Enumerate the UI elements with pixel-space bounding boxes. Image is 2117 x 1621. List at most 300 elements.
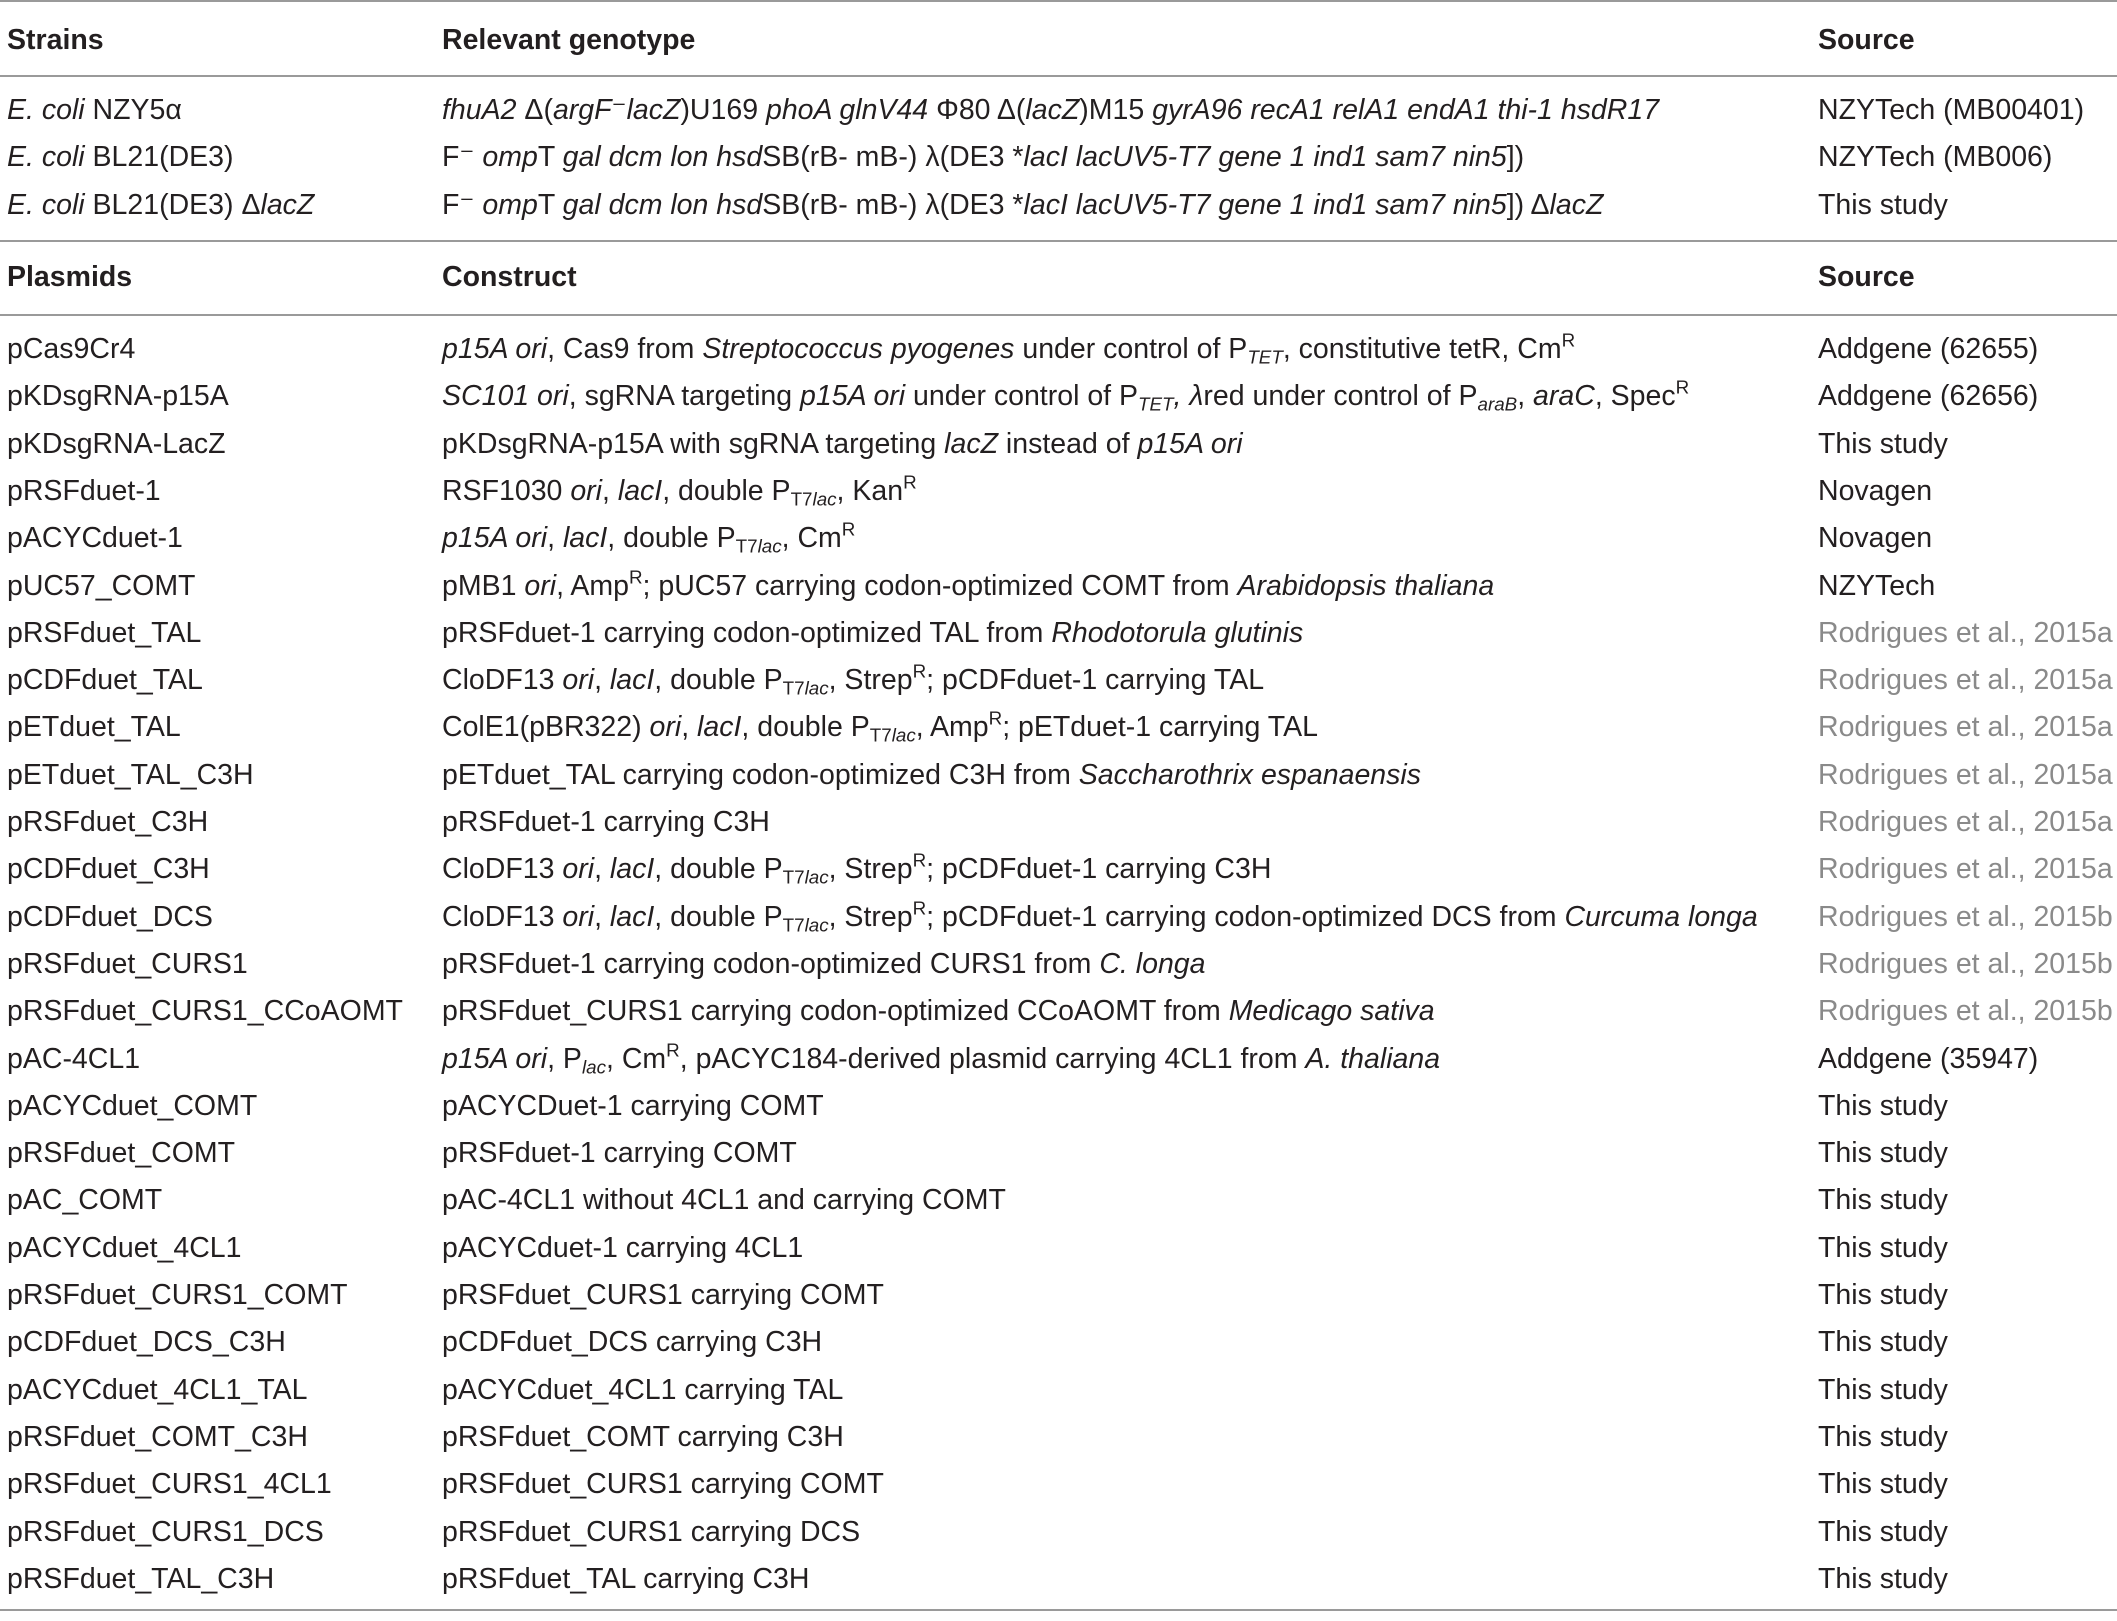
text-run: pRSFduet_COMT_C3H <box>7 1420 308 1453</box>
text-run: under control of P <box>905 380 1139 413</box>
construct-cell <box>442 515 855 562</box>
text-run: pRSFduet_CURS1 <box>7 947 248 980</box>
text-run: lac <box>804 913 829 935</box>
text-run: p15A ori <box>1137 427 1243 460</box>
text-run: TET <box>1138 393 1174 415</box>
text-run: R <box>988 707 1003 729</box>
text-run: TET <box>1247 346 1283 368</box>
construct-cell <box>442 1414 844 1461</box>
text-run: , double P <box>607 522 736 555</box>
text-run: , Kan <box>836 474 904 507</box>
table-row <box>0 1367 2117 1414</box>
text-run: lac <box>757 535 782 557</box>
strains-header-rule <box>0 75 2117 77</box>
text-run: R <box>666 1038 680 1060</box>
table-row <box>0 1509 2117 1556</box>
plasmid-name <box>7 515 183 562</box>
text-run: pRSFduet-1 <box>7 474 161 507</box>
text-run: pKDsgRNA-LacZ <box>7 427 226 460</box>
source-reference-link[interactable]: Rodrigues et al., 2015a <box>1818 664 2113 697</box>
table-row <box>0 799 2117 846</box>
plasmid-name <box>7 1556 274 1603</box>
text-run: Φ80 Δ( <box>928 94 1026 126</box>
plasmid-name <box>7 846 210 893</box>
text-run: p15A ori <box>442 1042 548 1075</box>
text-run: gal dcm lon hsd <box>562 141 763 174</box>
source-cell: This study <box>1818 1089 1948 1122</box>
source-cell: This study <box>1818 1137 1948 1170</box>
text-run: lacI <box>609 900 655 933</box>
plasmid-name <box>7 421 226 468</box>
text-run: ]) Δ <box>1506 188 1550 221</box>
header-construct: Construct <box>442 261 577 293</box>
text-run: ori <box>562 900 595 933</box>
text-run: RSF1030 <box>442 474 571 507</box>
text-run: T7 <box>869 724 892 746</box>
plasmid-name <box>7 563 195 610</box>
construct-cell <box>442 704 1318 751</box>
plasmid-name <box>7 894 213 941</box>
plasmid-name <box>7 752 254 799</box>
header-plasmids: Plasmids <box>7 261 133 293</box>
text-run: lacZ <box>1025 94 1080 126</box>
plasmid-name <box>7 1319 286 1366</box>
text-run: CloDF13 <box>442 664 563 697</box>
construct-cell <box>442 1225 803 1272</box>
text-run: lacI <box>609 853 655 886</box>
construct-cell <box>442 421 1243 468</box>
text-run: pAC-4CL1 <box>7 1042 141 1075</box>
text-run: ColE1(pBR322) <box>442 711 650 744</box>
text-run: pACYCduet-1 <box>7 522 183 555</box>
construct-cell <box>442 846 1271 893</box>
strain-name <box>7 134 234 181</box>
source-cell: NZYTech <box>1818 569 1936 602</box>
text-run: SB(rB- mB-) λ(DE3 * <box>762 188 1024 221</box>
text-run: pRSFduet_COMT <box>7 1137 236 1170</box>
table-row <box>0 1556 2117 1603</box>
text-run: pRSFduet_C3H <box>7 806 209 838</box>
text-run: , P <box>547 1042 582 1075</box>
plasmid-name <box>7 1036 140 1083</box>
text-run: pCDFduet_DCS carrying C3H <box>442 1326 823 1359</box>
genotype-cell <box>442 182 1603 229</box>
plasmid-name <box>7 468 161 515</box>
text-run: T7 <box>790 488 813 510</box>
text-run: lac <box>891 724 916 746</box>
text-run: R <box>628 565 643 587</box>
source-cell: This study <box>1818 1279 1948 1311</box>
text-run: instead of <box>998 427 1138 460</box>
text-run: , double P <box>654 664 783 697</box>
source-reference-link[interactable]: Rodrigues et al., 2015a <box>1818 853 2113 886</box>
plasmid-name <box>7 1272 348 1319</box>
text-run: R <box>1675 376 1690 398</box>
table-row <box>0 87 2117 134</box>
table-row <box>0 704 2117 751</box>
strain-name <box>7 87 182 134</box>
source-cell: This study <box>1818 1468 1948 1501</box>
text-run: pUC57_COMT <box>7 569 196 602</box>
text-run: ; pCDFduet-1 carrying C3H <box>926 853 1272 886</box>
table-row <box>0 468 2117 515</box>
text-run: E. coli <box>7 188 85 221</box>
plasmids-header-row <box>0 254 2117 301</box>
table-row <box>0 1177 2117 1224</box>
text-run: Streptococcus pyogenes <box>702 333 1015 365</box>
text-run: , constitutive tetR, Cm <box>1282 333 1562 365</box>
text-run: , Cm <box>781 522 842 555</box>
text-run: lac <box>804 866 829 888</box>
text-run: lacI <box>562 522 608 555</box>
table-row <box>0 657 2117 704</box>
text-run: R <box>912 849 927 871</box>
text-run: ; pUC57 carrying codon-optimized COMT from <box>642 569 1238 602</box>
source-cell: This study <box>1818 188 1948 221</box>
text-run: ; pETduet-1 carrying TAL <box>1002 711 1318 744</box>
text-run: pACYCduet_4CL1 carrying TAL <box>442 1373 844 1406</box>
source-cell: This study <box>1818 1231 1948 1264</box>
text-run: , Strep <box>828 664 913 697</box>
construct-cell <box>442 563 1494 610</box>
text-run: pCDFduet_DCS_C3H <box>7 1326 286 1359</box>
text-run: , <box>547 522 563 555</box>
text-run: , sgRNA targeting <box>568 380 801 413</box>
text-run: ori <box>570 474 603 507</box>
text-run: gal dcm lon hsd <box>562 188 763 221</box>
text-run: , Amp <box>556 569 629 602</box>
text-run: gyrA96 recA1 relA1 endA1 thi-1 hsdR17 <box>1152 94 1660 126</box>
genotype-cell <box>442 87 1659 134</box>
construct-cell <box>442 326 1575 373</box>
source-cell: This study <box>1818 427 1948 460</box>
plasmid-name <box>7 1225 242 1272</box>
text-run: pCDFduet_DCS <box>7 900 213 933</box>
table-row <box>0 1414 2117 1461</box>
text-run: pRSFduet_CURS1 carrying COMT <box>442 1279 884 1311</box>
text-run: T7 <box>735 535 758 557</box>
text-run: pETduet_TAL <box>7 711 181 744</box>
plasmid-name <box>7 326 135 373</box>
text-run: , <box>594 900 610 933</box>
plasmid-name <box>7 1414 308 1461</box>
source-reference-link[interactable]: Rodrigues et al., 2015a <box>1818 758 2113 791</box>
text-run: lac <box>804 677 829 699</box>
table-row <box>0 326 2117 373</box>
text-run: pAC_COMT <box>7 1184 163 1217</box>
text-run: , pACYC184-derived plasmid carrying 4CL1 from <box>679 1042 1306 1075</box>
header-relevant-genotype: Relevant genotype <box>442 24 696 56</box>
text-run: SC101 ori <box>442 380 569 413</box>
text-run: pRSFduet_CURS1 carrying DCS <box>442 1515 861 1548</box>
text-run: BL21(DE3) Δ <box>84 188 261 221</box>
text-run: p15A ori <box>442 333 548 365</box>
text-run: R <box>1561 329 1576 351</box>
text-run: pRSFduet_CURS1_CCoAOMT <box>7 995 403 1028</box>
text-run: araB <box>1477 393 1518 415</box>
table-row <box>0 1461 2117 1508</box>
construct-cell <box>442 1177 1006 1224</box>
construct-cell <box>442 941 1206 988</box>
text-run: pACYCduet_4CL1_TAL <box>7 1373 308 1406</box>
source-cell: This study <box>1818 1515 1948 1548</box>
plasmid-name <box>7 657 203 704</box>
text-run: p15A ori <box>800 380 906 413</box>
header-source: Source <box>1818 24 1915 56</box>
plasmid-name <box>7 704 181 751</box>
text-run: R <box>841 518 856 540</box>
table-row <box>0 941 2117 988</box>
plasmid-name <box>7 1367 308 1414</box>
table-row <box>0 373 2117 420</box>
text-run: argF <box>552 94 612 126</box>
source-cell: NZYTech (MB006) <box>1818 141 2053 174</box>
text-run: A. thaliana <box>1305 1042 1441 1075</box>
text-run: red under control of P <box>1203 380 1478 413</box>
construct-cell <box>442 1461 884 1508</box>
source-reference-link[interactable]: Rodrigues et al., 2015a <box>1818 616 2113 649</box>
plasmid-name <box>7 988 403 1035</box>
text-run: T7 <box>782 677 805 699</box>
section-divider-rule <box>0 240 2117 242</box>
source-cell: Addgene (35947) <box>1818 1042 2039 1075</box>
table-row <box>0 988 2117 1035</box>
text-run: F⁻ <box>442 188 483 221</box>
table-row <box>0 515 2117 562</box>
text-run: lacI lacUV5-T7 gene 1 ind1 sam7 nin5 <box>1023 188 1507 221</box>
text-run: ; pCDFduet-1 carrying codon-optimized DCS from <box>926 900 1565 933</box>
text-run: , double P <box>654 853 783 886</box>
text-run: lacZ <box>1549 188 1604 221</box>
source-cell: NZYTech (MB00401) <box>1818 94 2085 126</box>
table-row <box>0 1272 2117 1319</box>
source-reference-link[interactable]: Rodrigues et al., 2015a <box>1818 711 2113 744</box>
source-reference-link[interactable]: Rodrigues et al., 2015b <box>1818 947 2113 980</box>
source-cell: This study <box>1818 1420 1948 1453</box>
construct-cell <box>442 1367 843 1414</box>
construct-cell <box>442 988 1435 1035</box>
construct-cell <box>442 1083 824 1130</box>
table-row <box>0 563 2117 610</box>
bottom-rule <box>0 1609 2117 1611</box>
text-run: lacI <box>609 664 655 697</box>
text-run: pCDFduet_C3H <box>7 853 210 886</box>
plasmid-name <box>7 1130 235 1177</box>
text-run: SB(rB- mB-) λ(DE3 * <box>762 141 1024 174</box>
text-run: pACYCduet-1 carrying 4CL1 <box>442 1231 804 1264</box>
table-row <box>0 752 2117 799</box>
table-row <box>0 1319 2117 1366</box>
strains-header-row <box>0 17 2117 64</box>
text-run: , Strep <box>828 900 913 933</box>
construct-cell <box>442 1319 822 1366</box>
text-run: p15A ori <box>442 522 548 555</box>
text-run: Δ( <box>516 94 553 126</box>
text-run: , Strep <box>828 853 913 886</box>
text-run: pETduet_TAL_C3H <box>7 758 254 791</box>
text-run: T7 <box>782 913 805 935</box>
source-reference-link[interactable]: Rodrigues et al., 2015a <box>1818 806 2113 838</box>
text-run: pRSFduet_TAL <box>7 616 202 649</box>
text-run: ori <box>562 664 595 697</box>
text-run: ]) <box>1506 141 1525 174</box>
text-run: pRSFduet-1 carrying C3H <box>442 806 770 838</box>
text-run: Arabidopsis thaliana <box>1237 569 1495 602</box>
source-reference-link[interactable]: Rodrigues et al., 2015b <box>1818 900 2113 933</box>
text-run: lacZ <box>626 94 681 126</box>
plasmid-name <box>7 1177 162 1224</box>
text-run: ori <box>649 711 682 744</box>
text-run: Saccharothrix espanaensis <box>1078 758 1421 791</box>
text-run: pRSFduet_CURS1 carrying COMT <box>442 1468 884 1501</box>
genotype-cell <box>442 134 1524 181</box>
table-row <box>0 1036 2117 1083</box>
plasmids-header-rule <box>0 314 2117 316</box>
text-run: pRSFduet_TAL_C3H <box>7 1562 275 1595</box>
text-run: , Spec <box>1594 380 1676 413</box>
text-run: pRSFduet_CURS1_4CL1 <box>7 1468 332 1501</box>
text-run: Medicago sativa <box>1228 995 1435 1028</box>
top-rule <box>0 0 2117 2</box>
plasmid-name <box>7 799 208 846</box>
header-strains: Strains <box>7 24 104 56</box>
text-run: NZY5α <box>84 94 182 126</box>
text-run: pRSFduet-1 carrying codon-optimized CURS1 from <box>442 947 1100 980</box>
table-row <box>0 610 2117 657</box>
text-run: , double P <box>662 474 791 507</box>
text-run: pRSFduet_TAL carrying C3H <box>442 1562 810 1595</box>
text-run: , Amp <box>915 711 989 744</box>
text-run: pCas9Cr4 <box>7 333 136 365</box>
text-run: R <box>903 471 917 493</box>
text-run: under control of P <box>1014 333 1248 365</box>
text-run: pRSFduet_COMT carrying C3H <box>442 1420 844 1453</box>
text-run: fhuA2 <box>442 94 517 126</box>
text-run: R <box>912 660 927 682</box>
text-run: Rhodotorula glutinis <box>1051 616 1304 649</box>
strain-name <box>7 182 314 229</box>
text-run: pKDsgRNA-p15A with sgRNA targeting <box>442 427 945 460</box>
text-run: lac <box>581 1055 606 1077</box>
table-row <box>0 1225 2117 1272</box>
table-row <box>0 182 2117 229</box>
source-reference-link[interactable]: Rodrigues et al., 2015b <box>1818 995 2113 1028</box>
source-cell: This study <box>1818 1373 1948 1406</box>
text-run: pRSFduet_CURS1_COMT <box>7 1279 348 1311</box>
text-run: Curcuma longa <box>1564 900 1758 933</box>
construct-cell <box>442 1556 809 1603</box>
source-cell: This study <box>1818 1184 1948 1217</box>
text-run: , <box>594 664 610 697</box>
construct-cell <box>442 657 1264 704</box>
construct-cell <box>442 468 917 515</box>
source-cell: This study <box>1818 1562 1948 1595</box>
source-cell: This study <box>1818 1326 1948 1359</box>
text-run: pKDsgRNA-p15A <box>7 380 229 413</box>
text-run: ori <box>524 569 557 602</box>
text-run: , λ <box>1173 380 1204 413</box>
text-run: pRSFduet-1 carrying codon-optimized TAL from <box>442 616 1052 649</box>
text-run: , Cas9 from <box>547 333 703 365</box>
text-run: pACYCduet_4CL1 <box>7 1231 242 1264</box>
source-cell: Addgene (62656) <box>1818 380 2039 413</box>
text-run: F⁻ <box>442 141 483 174</box>
text-run: CloDF13 <box>442 900 563 933</box>
text-run: omp <box>482 141 538 174</box>
text-run: lac <box>812 488 837 510</box>
text-run: ori <box>562 853 595 886</box>
plasmid-name <box>7 1083 257 1130</box>
text-run: , <box>594 853 610 886</box>
text-run: araC <box>1533 380 1595 413</box>
text-run: lacZ <box>944 427 999 460</box>
text-run: lacI lacUV5-T7 gene 1 ind1 sam7 nin5 <box>1023 141 1507 174</box>
text-run: T7 <box>782 866 805 888</box>
text-run: , Cm <box>605 1042 667 1075</box>
table-row <box>0 421 2117 468</box>
text-run: , <box>1517 380 1534 413</box>
construct-cell <box>442 894 1758 941</box>
text-run: pCDFduet_TAL <box>7 664 203 697</box>
source-cell: Novagen <box>1818 474 1933 507</box>
text-run: pACYCDuet-1 carrying COMT <box>442 1089 824 1122</box>
text-run: pAC-4CL1 without 4CL1 and carrying COMT <box>442 1184 1006 1217</box>
text-run: , <box>681 711 698 744</box>
text-run: pRSFduet_CURS1 carrying codon-optimized CCoAOMT from <box>442 995 1229 1028</box>
text-run: pRSFduet-1 carrying COMT <box>442 1137 797 1170</box>
text-run: E. coli <box>7 94 85 126</box>
text-run: , double P <box>654 900 783 933</box>
construct-cell <box>442 373 1689 420</box>
table-row <box>0 894 2117 941</box>
text-run: pRSFduet_CURS1_DCS <box>7 1515 324 1548</box>
plasmid-name <box>7 1509 324 1556</box>
text-run: BL21(DE3) <box>84 141 234 174</box>
construct-cell <box>442 1272 884 1319</box>
construct-cell <box>442 1036 1440 1083</box>
text-run: )U169 <box>680 94 766 126</box>
text-run: pACYCduet_COMT <box>7 1089 258 1122</box>
text-run: lacZ <box>260 188 315 221</box>
text-run: R <box>912 896 927 918</box>
plasmid-name <box>7 610 201 657</box>
text-run: ; pCDFduet-1 carrying TAL <box>926 664 1265 697</box>
text-run: omp <box>482 188 538 221</box>
construct-cell <box>442 1509 860 1556</box>
text-run: T <box>537 188 563 221</box>
table-row <box>0 846 2117 893</box>
text-run: , double P <box>741 711 870 744</box>
table-row <box>0 134 2117 181</box>
text-run: pMB1 <box>442 569 525 602</box>
text-run: lacI <box>617 474 663 507</box>
source-cell: Addgene (62655) <box>1818 333 2039 365</box>
construct-cell <box>442 610 1303 657</box>
text-run: CloDF13 <box>442 853 563 886</box>
text-run: lacI <box>697 711 742 744</box>
construct-cell <box>442 799 770 846</box>
plasmid-name <box>7 941 248 988</box>
plasmid-name <box>7 1461 332 1508</box>
plasmid-name <box>7 373 229 420</box>
text-run: C. longa <box>1099 947 1206 980</box>
table-row <box>0 1083 2117 1130</box>
header-source: Source <box>1818 261 1915 293</box>
construct-cell <box>442 752 1421 799</box>
text-run: )M15 <box>1079 94 1153 126</box>
text-run: T <box>537 141 563 174</box>
construct-cell <box>442 1130 797 1177</box>
